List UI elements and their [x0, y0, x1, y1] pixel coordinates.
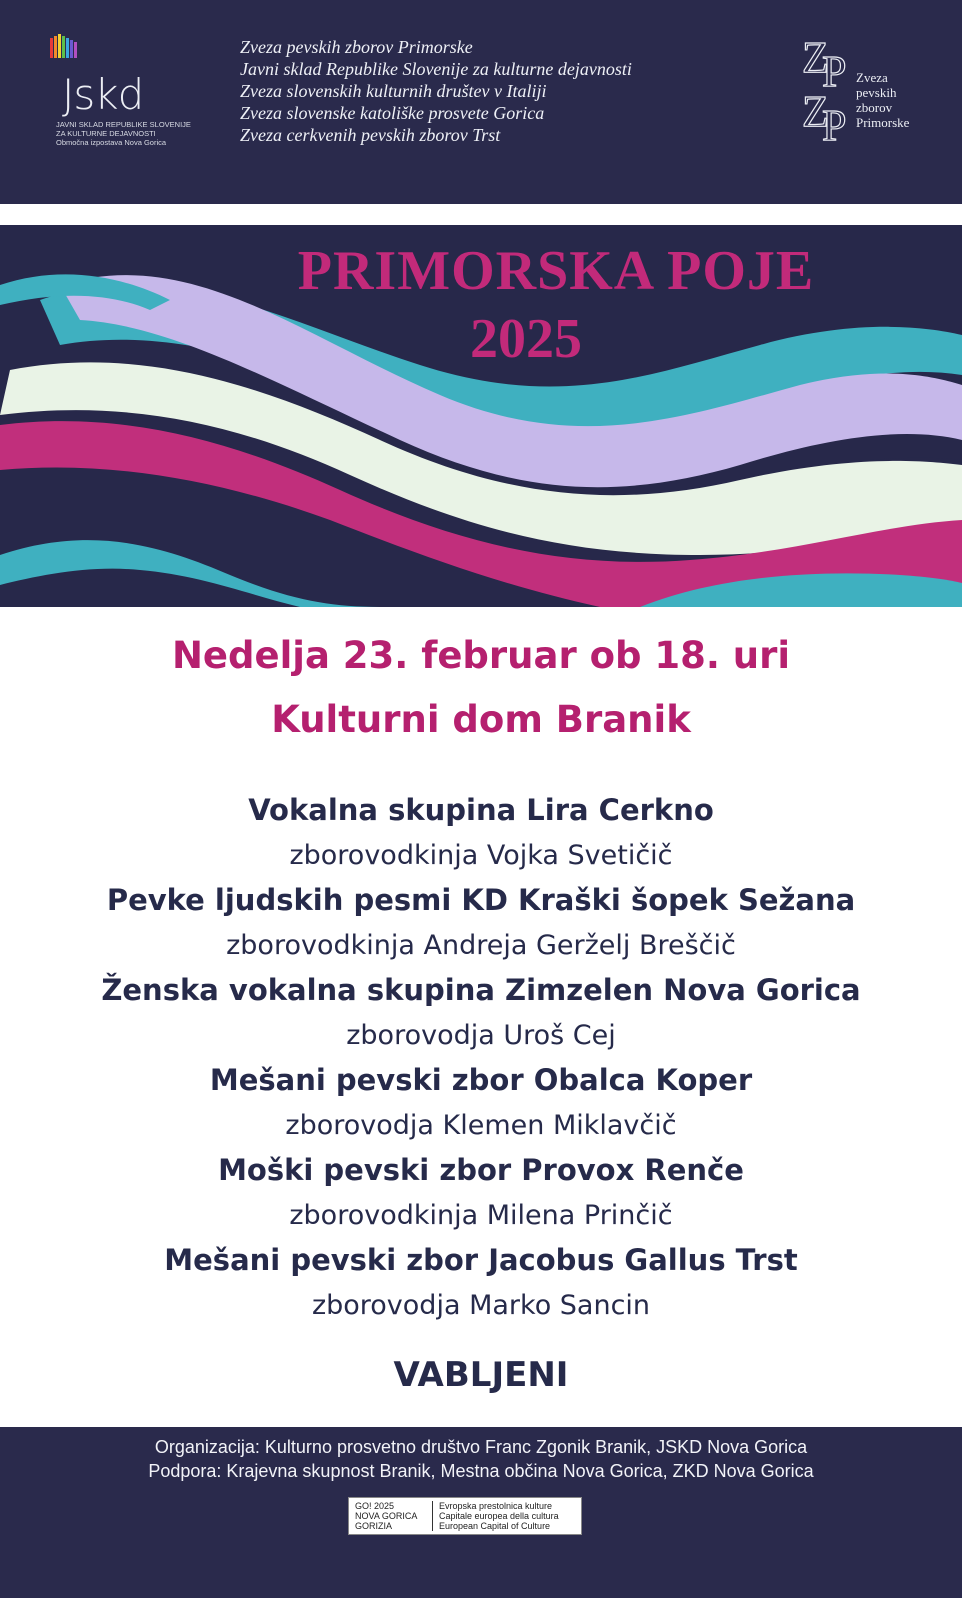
choir-leader: zborovodja Marko Sancin [311, 1290, 651, 1321]
jskd-sub-line: ZA KULTURNE DEJAVNOSTI [56, 129, 156, 138]
choir-leader: zborovodkinja Milena Prinčič [289, 1200, 673, 1231]
organization-line: Javni sklad Republike Slovenije za kulturne dejavnosti [240, 59, 632, 79]
go2025-line: GORIZIA [355, 1521, 393, 1531]
choir-leader: zborovodja Uroš Cej [346, 1020, 616, 1051]
go2025-divider [432, 1501, 433, 1531]
organization-line: Zveza cerkvenih pevskih zborov Trst [240, 125, 501, 145]
organization-line: Zveza pevskih zborov Primorske [240, 37, 473, 57]
organization-line: Zveza slovenske katoliške prosvete Gorica [240, 103, 545, 123]
footer-credits [0, 1435, 962, 1483]
organization-line: Zveza slovenskih kulturnih društev v Italiji [240, 81, 547, 101]
svg-text:P: P [822, 101, 847, 150]
jskd-logo-name: Jskd [62, 70, 144, 119]
zpzp-line: pevskih [856, 85, 897, 100]
choir-name: Moški pevski zbor Provox Renče [218, 1153, 744, 1187]
choir-name: Ženska vokalna skupina Zimzelen Nova Gorica [101, 973, 861, 1007]
zpzp-logo [800, 30, 940, 160]
go2025-line: GO! 2025 [355, 1501, 395, 1511]
zpzp-monogram-icon [800, 30, 860, 150]
header-band [0, 0, 962, 204]
go2025-caption [439, 1501, 559, 1531]
zpzp-line: Zveza [856, 70, 888, 85]
go2025-caption-line: Capitale europea della cultura [439, 1511, 559, 1521]
zpzp-line: zborov [856, 100, 893, 115]
invite-text: VABLJENI [393, 1355, 569, 1395]
choir-name: Mešani pevski zbor Obalca Koper [209, 1063, 753, 1097]
go2025-badge [348, 1497, 582, 1535]
choir-name: Mešani pevski zbor Jacobus Gallus Trst [164, 1243, 798, 1277]
choir-leader: zborovodkinja Vojka Svetičič [289, 840, 673, 871]
jskd-logo-subtitle [56, 120, 191, 147]
title-banner [0, 225, 962, 607]
footer-band [0, 1427, 962, 1598]
jskd-sub-line: JAVNI SKLAD REPUBLIKE SLOVENIJE [56, 120, 191, 129]
zpzp-line: Primorske [856, 115, 910, 130]
svg-text:Z: Z [802, 87, 829, 136]
event-venue: Kulturni dom Branik [271, 698, 691, 741]
event-date: Nedelja 23. februar ob 18. uri [171, 634, 791, 677]
choir-leader: zborovodkinja Andreja Gerželj Breščič [226, 930, 736, 961]
program-list [0, 788, 962, 1328]
footer-support: Podpora: Krajevna skupnost Branik, Mestna občina Nova Gorica, ZKD Nova Gorica [148, 1461, 814, 1481]
organizations-list [240, 36, 632, 146]
go2025-logo-text [355, 1501, 417, 1531]
go2025-caption-line: Evropska prestolnica kulture [439, 1501, 553, 1511]
jskd-rainbow-icon [50, 34, 78, 74]
banner-title: PRIMORSKA POJE [297, 240, 815, 302]
jskd-sub-line: Območna izpostava Nova Gorica [56, 138, 167, 147]
go2025-line: NOVA GORICA [355, 1511, 418, 1521]
svg-text:P: P [822, 47, 847, 96]
choir-name: Pevke ljudskih pesmi KD Kraški šopek Sežana [106, 883, 856, 917]
choir-leader: zborovodja Klemen Miklavčič [285, 1110, 677, 1141]
jskd-logo [46, 34, 226, 154]
footer-organization: Organizacija: Kulturno prosvetno društvo Franc Zgonik Branik, JSKD Nova Gorica [154, 1437, 808, 1457]
svg-text:Z: Z [802, 33, 829, 82]
banner-year: 2025 [470, 308, 582, 370]
zpzp-logo-text [856, 70, 909, 130]
go2025-caption-line: European Capital of Culture [439, 1521, 551, 1531]
choir-name: Vokalna skupina Lira Cerkno [248, 793, 714, 827]
